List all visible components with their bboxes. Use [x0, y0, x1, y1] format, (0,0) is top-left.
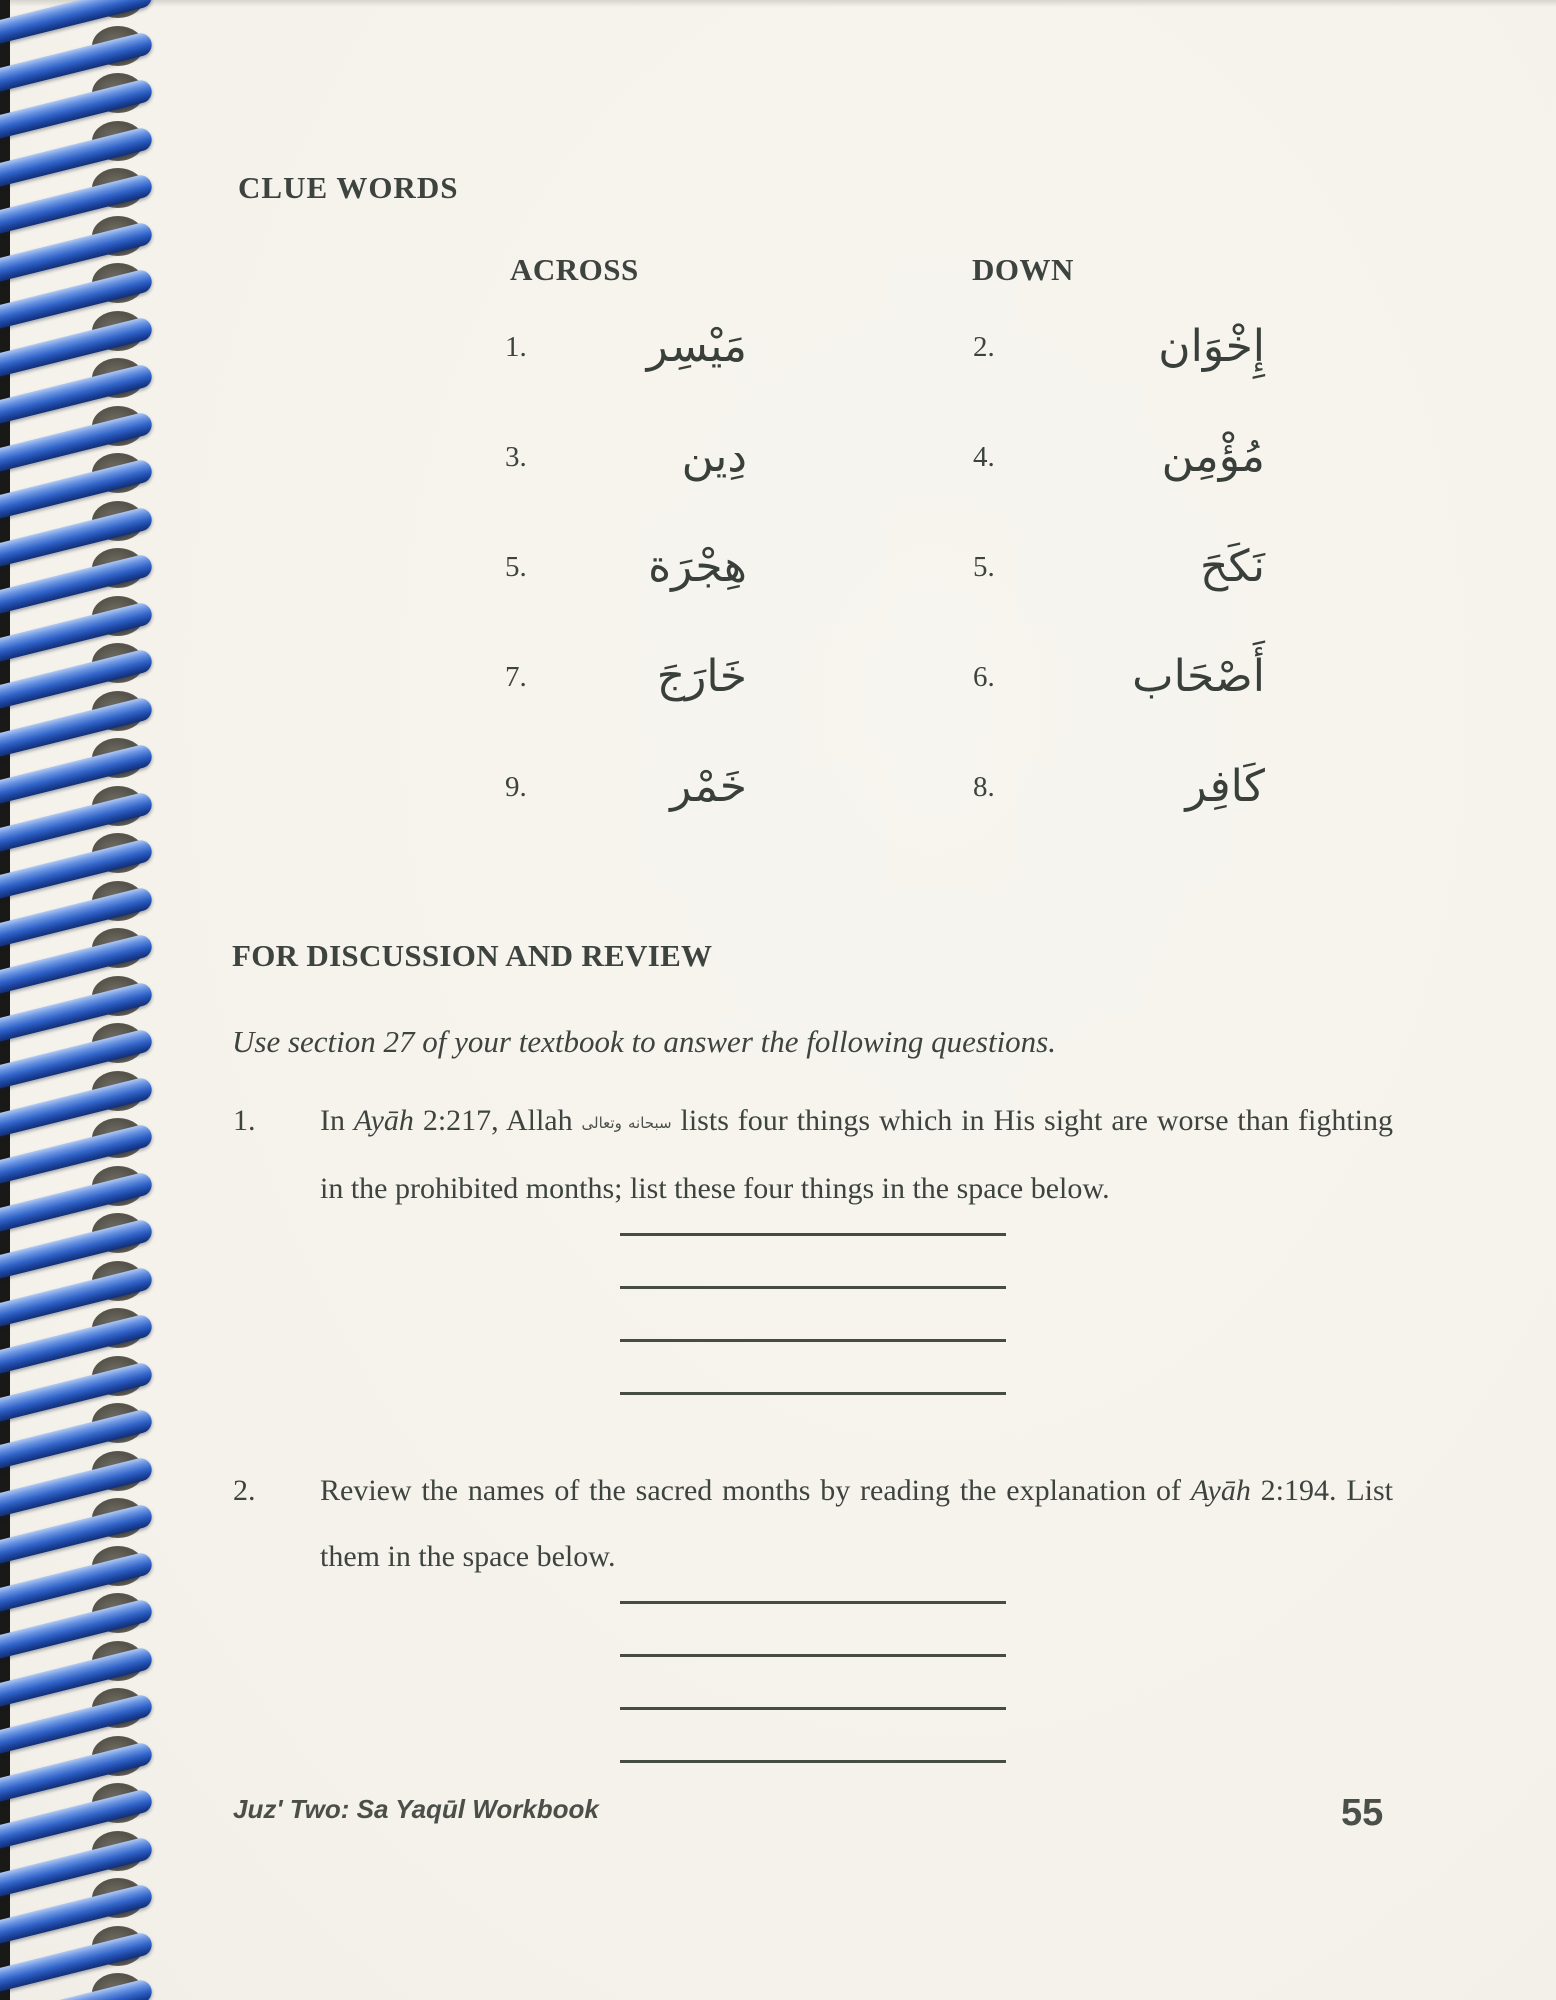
arabic-word: خَارَجَ: [656, 651, 747, 702]
discussion-instruction: Use section 27 of your textbook to answer the following questions.: [232, 1024, 1056, 1059]
across-list: [505, 292, 747, 842]
clue-row: [973, 512, 1265, 622]
question-body: [320, 1458, 1393, 1813]
clue-row: [505, 292, 747, 402]
question: [233, 1458, 1393, 1813]
answer-line: [620, 1286, 1006, 1289]
question-text-segment: Review the names of the sacred months by reading the explanation of: [320, 1474, 1191, 1507]
clue-row: [973, 402, 1265, 512]
arabic-word: هِجْرَة: [648, 541, 747, 592]
clue-number: 6.: [973, 660, 995, 693]
arabic-word: مَيْسِر: [646, 321, 747, 372]
arabic-word: خَمْر: [670, 761, 747, 812]
clue-row: [505, 732, 747, 842]
question-text-segment: 2:217, Allah: [413, 1104, 582, 1137]
question-number: 2.: [233, 1474, 256, 1507]
arabic-word: نَكَحَ: [1200, 541, 1265, 592]
question: [233, 1088, 1393, 1445]
arabic-word: دِين: [681, 431, 747, 482]
question-text-segment: 2:194. List them in the space below.: [320, 1474, 1393, 1573]
question-number: 1.: [233, 1104, 256, 1137]
footer-book-title: Juz' Two: Sa Yaqūl Workbook: [233, 1794, 599, 1824]
clue-number: 7.: [505, 660, 527, 693]
question-text-segment: lists four things which in His sight are worse than fighting in the prohibited months; list these four things in the space below.: [320, 1104, 1393, 1205]
clue-number: 2.: [973, 330, 995, 363]
question-text: [320, 1458, 1393, 1590]
clue-row: [505, 622, 747, 732]
italic-term: Ayāh: [353, 1104, 414, 1137]
down-list: [973, 292, 1265, 842]
clue-words-heading: CLUE WORDS: [238, 170, 459, 205]
clue-number: 9.: [505, 770, 527, 803]
answer-line: [620, 1339, 1006, 1342]
answer-line: [620, 1233, 1006, 1236]
clue-row: [973, 732, 1265, 842]
question-text-segment: In: [320, 1104, 354, 1137]
answer-line: [620, 1601, 1006, 1604]
clue-number: 3.: [505, 440, 527, 473]
answer-line: [620, 1392, 1006, 1395]
clue-number: 8.: [973, 770, 995, 803]
across-heading: ACROSS: [510, 252, 639, 287]
italic-term: Ayāh: [1190, 1474, 1251, 1507]
arabic-word: أَصْحَاب: [1132, 651, 1265, 702]
clue-number: 5.: [973, 550, 995, 583]
spiral-binding: [0, 0, 165, 2000]
clue-row: [973, 292, 1265, 402]
arabic-word: مُؤْمِن: [1161, 431, 1265, 482]
answer-blanks: [620, 1233, 1393, 1395]
question-text: [320, 1088, 1393, 1222]
page-number: 55: [1341, 1792, 1384, 1834]
arabic-word: إِخْوَان: [1158, 321, 1265, 372]
clue-row: [973, 622, 1265, 732]
page-top-edge: [0, 0, 1556, 7]
answer-line: [620, 1654, 1006, 1657]
clue-number: 4.: [973, 440, 995, 473]
question-body: [320, 1088, 1393, 1445]
clue-row: [505, 402, 747, 512]
clue-number: 1.: [505, 330, 527, 363]
clue-row: [505, 512, 747, 622]
honorific-calligraphy: سبحانه وتعالى: [581, 1114, 672, 1132]
answer-blanks: [620, 1601, 1393, 1763]
answer-line: [620, 1760, 1006, 1763]
down-heading: DOWN: [972, 252, 1074, 287]
arabic-word: كَافِر: [1185, 761, 1265, 812]
clue-number: 5.: [505, 550, 527, 583]
discussion-heading: FOR DISCUSSION AND REVIEW: [232, 938, 713, 973]
answer-line: [620, 1707, 1006, 1710]
